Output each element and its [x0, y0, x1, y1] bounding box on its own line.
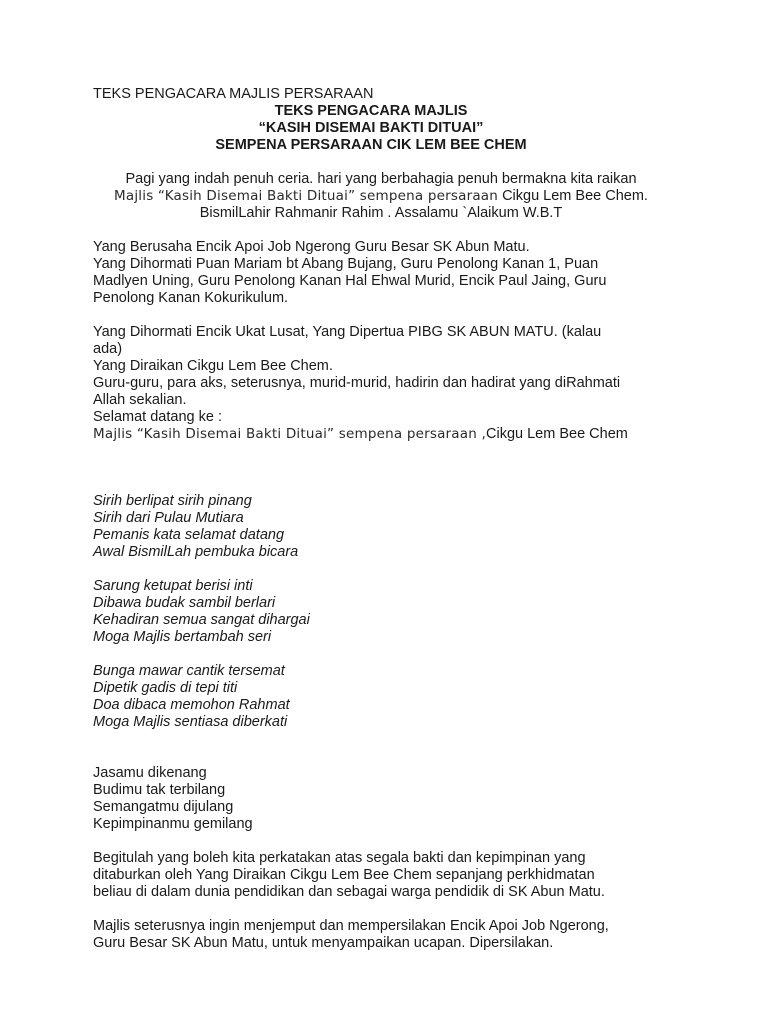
poem-line: Jasamu dikenang — [93, 765, 207, 781]
greeting-2-line: ada) — [93, 341, 123, 357]
poem-verse — [93, 765, 693, 833]
pantun-line: Sarung ketupat berisi inti — [93, 578, 253, 594]
pantun-verse-3 — [93, 663, 693, 731]
poem-line: Kepimpinanmu gemilang — [93, 816, 253, 832]
title-block — [93, 103, 649, 154]
pantun-verse-1 — [93, 493, 693, 561]
intro-paragraph — [93, 171, 669, 222]
intro-line-2 — [93, 188, 669, 205]
closing-paragraph-1 — [93, 850, 693, 901]
pantun-line: Moga Majlis bertambah seri — [93, 629, 272, 645]
poem-line: Semangatmu dijulang — [93, 799, 234, 815]
greeting-1-line: Yang Berusaha Encik Apoi Job Ngerong Guru Besar SK Abun Matu. — [93, 239, 530, 255]
closing-paragraph-2 — [93, 918, 693, 952]
title-line-2: “KASIH DISEMAI BAKTI DITUAI” — [258, 120, 484, 136]
intro-honoree: Cikgu Lem Bee Chem. — [498, 188, 648, 204]
greeting-2-line: Guru-guru, para aks, seterusnya, murid-murid, hadirin dan hadirat yang diRahmati — [93, 375, 621, 391]
greeting-1-line: Penolong Kanan Kokurikulum. — [93, 290, 289, 306]
title-line-1: TEKS PENGACARA MAJLIS — [274, 103, 468, 119]
pantun-line: Dibawa budak sambil berlari — [93, 595, 276, 611]
intro-line-3: BismilLahir Rahmanir Rahim . Assalamu `Alaikum W.B.T — [199, 205, 563, 221]
pantun-line: Awal BismilLah pembuka bicara — [93, 544, 299, 560]
greeting-paragraph-1 — [93, 239, 693, 307]
greeting-1-line: Madlyen Uning, Guru Penolong Kanan Hal Ehwal Murid, Encik Paul Jaing, Guru — [93, 273, 607, 289]
welcome-event-line — [93, 426, 693, 443]
welcome-honoree: Cikgu Lem Bee Chem — [486, 426, 628, 442]
intro-line-1: Pagi yang indah penuh ceria. hari yang berbahagia penuh bermakna kita raikan — [125, 171, 637, 187]
closing-2-line: Majlis seterusnya ingin menjemput dan mempersilakan Encik Apoi Job Ngerong, — [93, 918, 609, 934]
poem-line: Budimu tak terbilang — [93, 782, 226, 798]
greeting-2-line: Allah sekalian. — [93, 392, 187, 408]
document-page — [93, 86, 693, 952]
closing-1-line: ditaburkan oleh Yang Diraikan Cikgu Lem Bee Chem sepanjang perkhidmatan — [93, 867, 595, 883]
welcome-event-name: Majlis “Kasih Disemai Bakti Dituai” sempena persaraan , — [93, 426, 486, 442]
pantun-line: Dipetik gadis di tepi titi — [93, 680, 238, 696]
pantun-line: Bunga mawar cantik tersemat — [93, 663, 285, 679]
greeting-2-line: Yang Diraikan Cikgu Lem Bee Chem. — [93, 358, 333, 374]
pantun-line: Pemanis kata selamat datang — [93, 527, 285, 543]
greeting-2-line: Yang Dihormati Encik Ukat Lusat, Yang Dipertua PIBG SK ABUN MATU. (kalau — [93, 324, 602, 340]
intro-event-name: Majlis “Kasih Disemai Bakti Dituai” sempena persaraan — [114, 188, 499, 204]
closing-1-line: Begitulah yang boleh kita perkatakan atas segala bakti dan kepimpinan yang — [93, 850, 586, 866]
greeting-1-line: Yang Dihormati Puan Mariam bt Abang Bujang, Guru Penolong Kanan 1, Puan — [93, 256, 599, 272]
pantun-line: Sirih berlipat sirih pinang — [93, 493, 252, 509]
pantun-line: Doa dibaca memohon Rahmat — [93, 697, 290, 713]
pantun-verse-2 — [93, 578, 693, 646]
document-heading: TEKS PENGACARA MAJLIS PERSARAAN — [93, 86, 374, 102]
greeting-2-line: Selamat datang ke : — [93, 409, 222, 425]
pantun-line: Sirih dari Pulau Mutiara — [93, 510, 244, 526]
closing-1-line: beliau di dalam dunia pendidikan dan sebagai warga pendidik di SK Abun Matu. — [93, 884, 605, 900]
pantun-line: Kehadiran semua sangat dihargai — [93, 612, 310, 628]
closing-2-line: Guru Besar SK Abun Matu, untuk menyampaikan ucapan. Dipersilakan. — [93, 935, 554, 951]
pantun-line: Moga Majlis sentiasa diberkati — [93, 714, 288, 730]
title-line-3: SEMPENA PERSARAAN CIK LEM BEE CHEM — [215, 137, 527, 153]
greeting-paragraph-2 — [93, 324, 693, 443]
